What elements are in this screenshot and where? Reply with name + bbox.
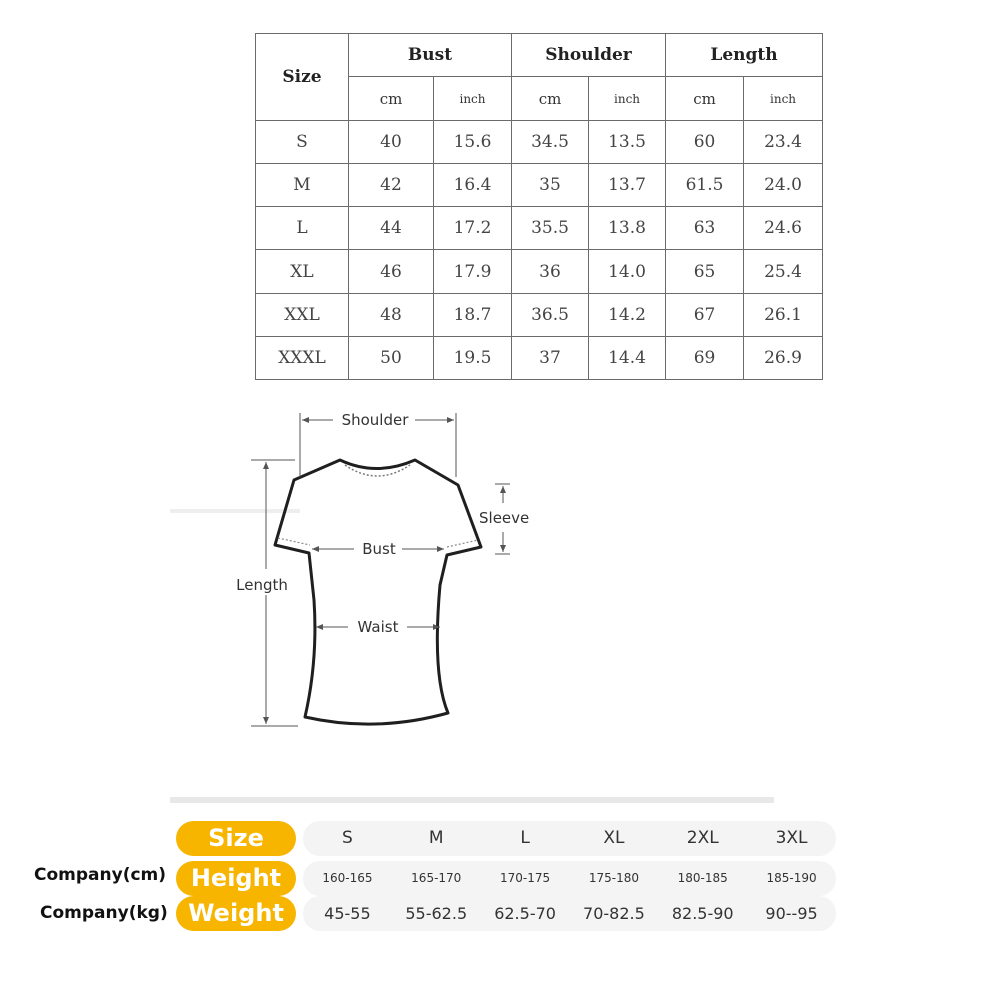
- weight-value: 82.5-90: [671, 904, 734, 923]
- tshirt-outline-icon: [275, 460, 481, 724]
- table-cell: S: [256, 121, 349, 164]
- size-value: M: [428, 828, 444, 848]
- length-inch-unit: inch: [744, 77, 823, 121]
- height-value: 175-180: [588, 871, 639, 885]
- table-cell: 35.5: [512, 207, 589, 250]
- table-row: [256, 207, 823, 250]
- weight-value: 70-82.5: [583, 904, 645, 923]
- size-header: Size: [256, 34, 349, 121]
- height-value: 185-190: [766, 871, 817, 885]
- table-cell: 44: [349, 207, 434, 250]
- table-cell: 69: [666, 337, 744, 380]
- length-cm-unit: cm: [666, 77, 744, 121]
- table-cell: 60: [666, 121, 744, 164]
- table-cell: 24.0: [744, 164, 823, 207]
- waist-label: Waist: [357, 618, 399, 636]
- table-cell: XL: [256, 250, 349, 294]
- table-cell: 26.9: [744, 337, 823, 380]
- bust-cm-unit: cm: [349, 77, 434, 121]
- height-value: 180-185: [677, 871, 728, 885]
- table-cell: 13.8: [589, 207, 666, 250]
- table-cell: 46: [349, 250, 434, 294]
- table-cell: XXXL: [256, 337, 349, 380]
- table-cell: 19.5: [434, 337, 512, 380]
- size-value: 3XL: [775, 828, 808, 848]
- sleeve-label: Sleeve: [479, 509, 530, 527]
- table-cell: 13.7: [589, 164, 666, 207]
- table-cell: 37: [512, 337, 589, 380]
- height-value: 165-170: [411, 871, 462, 885]
- table-cell: L: [256, 207, 349, 250]
- weight-band: [303, 896, 836, 931]
- weight-value: 45-55: [324, 904, 371, 923]
- table-cell: 15.6: [434, 121, 512, 164]
- sleeve-stitch: [278, 538, 310, 545]
- table-row: [256, 337, 823, 380]
- shoulder-header: Shoulder: [512, 34, 666, 77]
- table-cell: 65: [666, 250, 744, 294]
- table-row: [256, 164, 823, 207]
- shoulder-label: Shoulder: [341, 411, 409, 429]
- table-row: [256, 121, 823, 164]
- table-row: [256, 294, 823, 337]
- table-cell: 67: [666, 294, 744, 337]
- table-cell: 13.5: [589, 121, 666, 164]
- size-value: L: [520, 828, 530, 848]
- table-cell: 42: [349, 164, 434, 207]
- size-value: S: [342, 828, 353, 848]
- weight-value: 55-62.5: [405, 904, 468, 923]
- table-cell: M: [256, 164, 349, 207]
- length-label: Length: [236, 576, 288, 594]
- table-cell: 23.4: [744, 121, 823, 164]
- weight-value: 90--95: [765, 904, 818, 923]
- sleeve-stitch: [447, 540, 478, 547]
- bust-header: Bust: [349, 34, 512, 77]
- size-band: [303, 821, 836, 856]
- weight-value: 62.5-70: [494, 904, 556, 923]
- table-cell: 14.4: [589, 337, 666, 380]
- size-value: XL: [603, 828, 625, 848]
- table-cell: 17.9: [434, 250, 512, 294]
- length-header: Length: [666, 34, 823, 77]
- table-cell: 18.7: [434, 294, 512, 337]
- shoulder-inch-unit: inch: [589, 77, 666, 121]
- table-cell: 34.5: [512, 121, 589, 164]
- table-cell: 14.0: [589, 250, 666, 294]
- table-cell: 61.5: [666, 164, 744, 207]
- company-cm-label: Company(cm): [34, 865, 167, 885]
- table-cell: 26.1: [744, 294, 823, 337]
- table-cell: 25.4: [744, 250, 823, 294]
- size-value: 2XL: [686, 828, 719, 848]
- size-chart-table: [255, 33, 823, 380]
- height-pill: Height: [176, 861, 296, 896]
- table-cell: XXL: [256, 294, 349, 337]
- table-cell: 48: [349, 294, 434, 337]
- bust-label: Bust: [362, 540, 396, 558]
- table-cell: 50: [349, 337, 434, 380]
- table-row: [256, 250, 823, 294]
- company-kg-label: Company(kg): [40, 903, 168, 923]
- table-cell: 40: [349, 121, 434, 164]
- size-pill: Size: [176, 821, 296, 856]
- height-value: 160-165: [322, 871, 373, 885]
- table-cell: 16.4: [434, 164, 512, 207]
- table-cell: 14.2: [589, 294, 666, 337]
- table-cell: 36.5: [512, 294, 589, 337]
- table-cell: 36: [512, 250, 589, 294]
- table-cell: 63: [666, 207, 744, 250]
- height-value: 170-175: [500, 871, 551, 885]
- bust-inch-unit: inch: [434, 77, 512, 121]
- table-cell: 24.6: [744, 207, 823, 250]
- table-cell: 17.2: [434, 207, 512, 250]
- shoulder-cm-unit: cm: [512, 77, 589, 121]
- table-cell: 35: [512, 164, 589, 207]
- tshirt-measurement-diagram: [0, 395, 560, 740]
- divider: [170, 797, 774, 803]
- weight-pill: Weight: [176, 896, 296, 931]
- height-band: [303, 861, 836, 896]
